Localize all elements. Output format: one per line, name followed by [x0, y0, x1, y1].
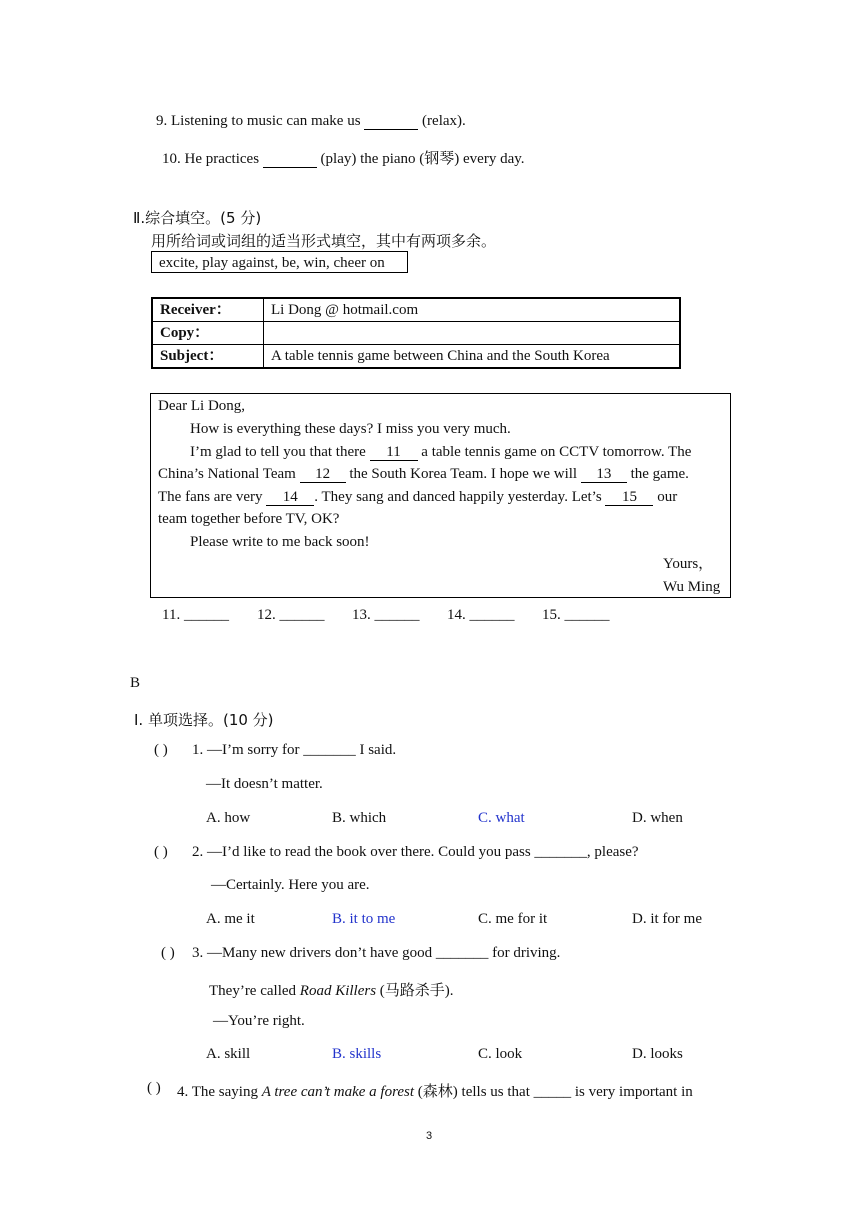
part-label: B — [130, 675, 141, 691]
answer-paren: ( ) — [147, 1080, 161, 1096]
option-b-correct: B. it to me — [332, 911, 396, 927]
letter-closing: Yours， — [663, 556, 714, 572]
option-a: A. how — [206, 810, 251, 826]
question-reply: —You’re right. — [213, 1013, 305, 1029]
page-number: 3 — [426, 1130, 433, 1142]
option-d: D. when — [632, 810, 683, 826]
copy-label: Copy： — [152, 322, 264, 345]
subject-label: Subject： — [152, 345, 264, 369]
option-d: D. it for me — [632, 911, 702, 927]
letter-paragraph: Please write to me back soon! — [190, 534, 370, 550]
letter-line: I’m glad to tell you that there 11 a table tennis game on CCTV tomorrow. The — [190, 444, 692, 460]
answer-slot-12: 12. ______ — [257, 607, 325, 623]
answer-paren: ( ) — [154, 742, 168, 758]
option-d: D. looks — [632, 1046, 683, 1062]
question-reply: —It doesn’t matter. — [206, 776, 323, 792]
blank-12: 12 — [300, 467, 346, 483]
answer-slot-11: 11. ______ — [162, 607, 229, 623]
blank — [263, 152, 317, 168]
option-b: B. which — [332, 810, 387, 826]
answer-paren: ( ) — [154, 844, 168, 860]
answer-slot-14: 14. ______ — [447, 607, 515, 623]
option-c-correct: C. what — [478, 810, 525, 826]
question-9: 9. Listening to music can make us (relax). — [156, 113, 466, 129]
letter-line: team together before TV, OK? — [158, 511, 340, 527]
answer-slot-15: 15. ______ — [542, 607, 610, 623]
question-10: 10. He practices (play) the piano (钢琴) every day. — [162, 151, 525, 167]
section-heading: Ⅱ.综合填空。(5 分) — [133, 209, 262, 227]
letter-greeting: Dear Li Dong, — [158, 398, 246, 414]
email-header-table — [151, 297, 681, 369]
answer-paren: ( ) — [161, 945, 175, 961]
blank-14: 14 — [266, 490, 314, 506]
blank-15: 15 — [605, 490, 653, 506]
letter-box — [150, 393, 731, 598]
blank — [364, 114, 418, 130]
letter-line: China’s National Team 12 the South Korea Team. I hope we will 13 the game. — [158, 466, 689, 482]
table-row — [152, 298, 680, 322]
option-b-correct: B. skills — [332, 1046, 382, 1062]
section-heading: Ⅰ. 单项选择。(10 分) — [134, 711, 274, 729]
copy-value — [264, 322, 681, 345]
option-c: C. look — [478, 1046, 523, 1062]
letter-paragraph: How is everything these days? I miss you very much. — [190, 421, 511, 437]
option-c: C. me for it — [478, 911, 548, 927]
question-stem: 4. The saying A tree can’t make a forest (森林) tells us that _____ is very important in — [177, 1084, 693, 1100]
answer-slot-13: 13. ______ — [352, 607, 420, 623]
table-row — [152, 345, 680, 369]
receiver-value: Li Dong @ hotmail.com — [264, 298, 681, 322]
question-stem: 1. —I’m sorry for _______ I said. — [192, 742, 397, 758]
option-a: A. skill — [206, 1046, 251, 1062]
blank-13: 13 — [581, 467, 627, 483]
question-line: They’re called Road Killers (马路杀手). — [209, 983, 454, 999]
word-bank: excite, play against, be, win, cheer on — [151, 251, 408, 273]
letter-signature: Wu Ming — [663, 579, 721, 595]
question-stem: 3. —Many new drivers don’t have good _______ for driving. — [192, 945, 561, 961]
letter-line: The fans are very 14 . They sang and danced happily yesterday. Let’s 15 our — [158, 489, 678, 505]
question-stem: 2. —I’d like to read the book over there. Could you pass _______, please? — [192, 844, 639, 860]
receiver-label: Receiver： — [152, 298, 264, 322]
section-instruction: 用所给词或词组的适当形式填空，其中有两项多余。 — [151, 232, 497, 250]
blank-11: 11 — [370, 445, 418, 461]
option-a: A. me it — [206, 911, 255, 927]
subject-value: A table tennis game between China and the South Korea — [264, 345, 681, 369]
question-reply: —Certainly. Here you are. — [211, 877, 370, 893]
table-row — [152, 322, 680, 345]
